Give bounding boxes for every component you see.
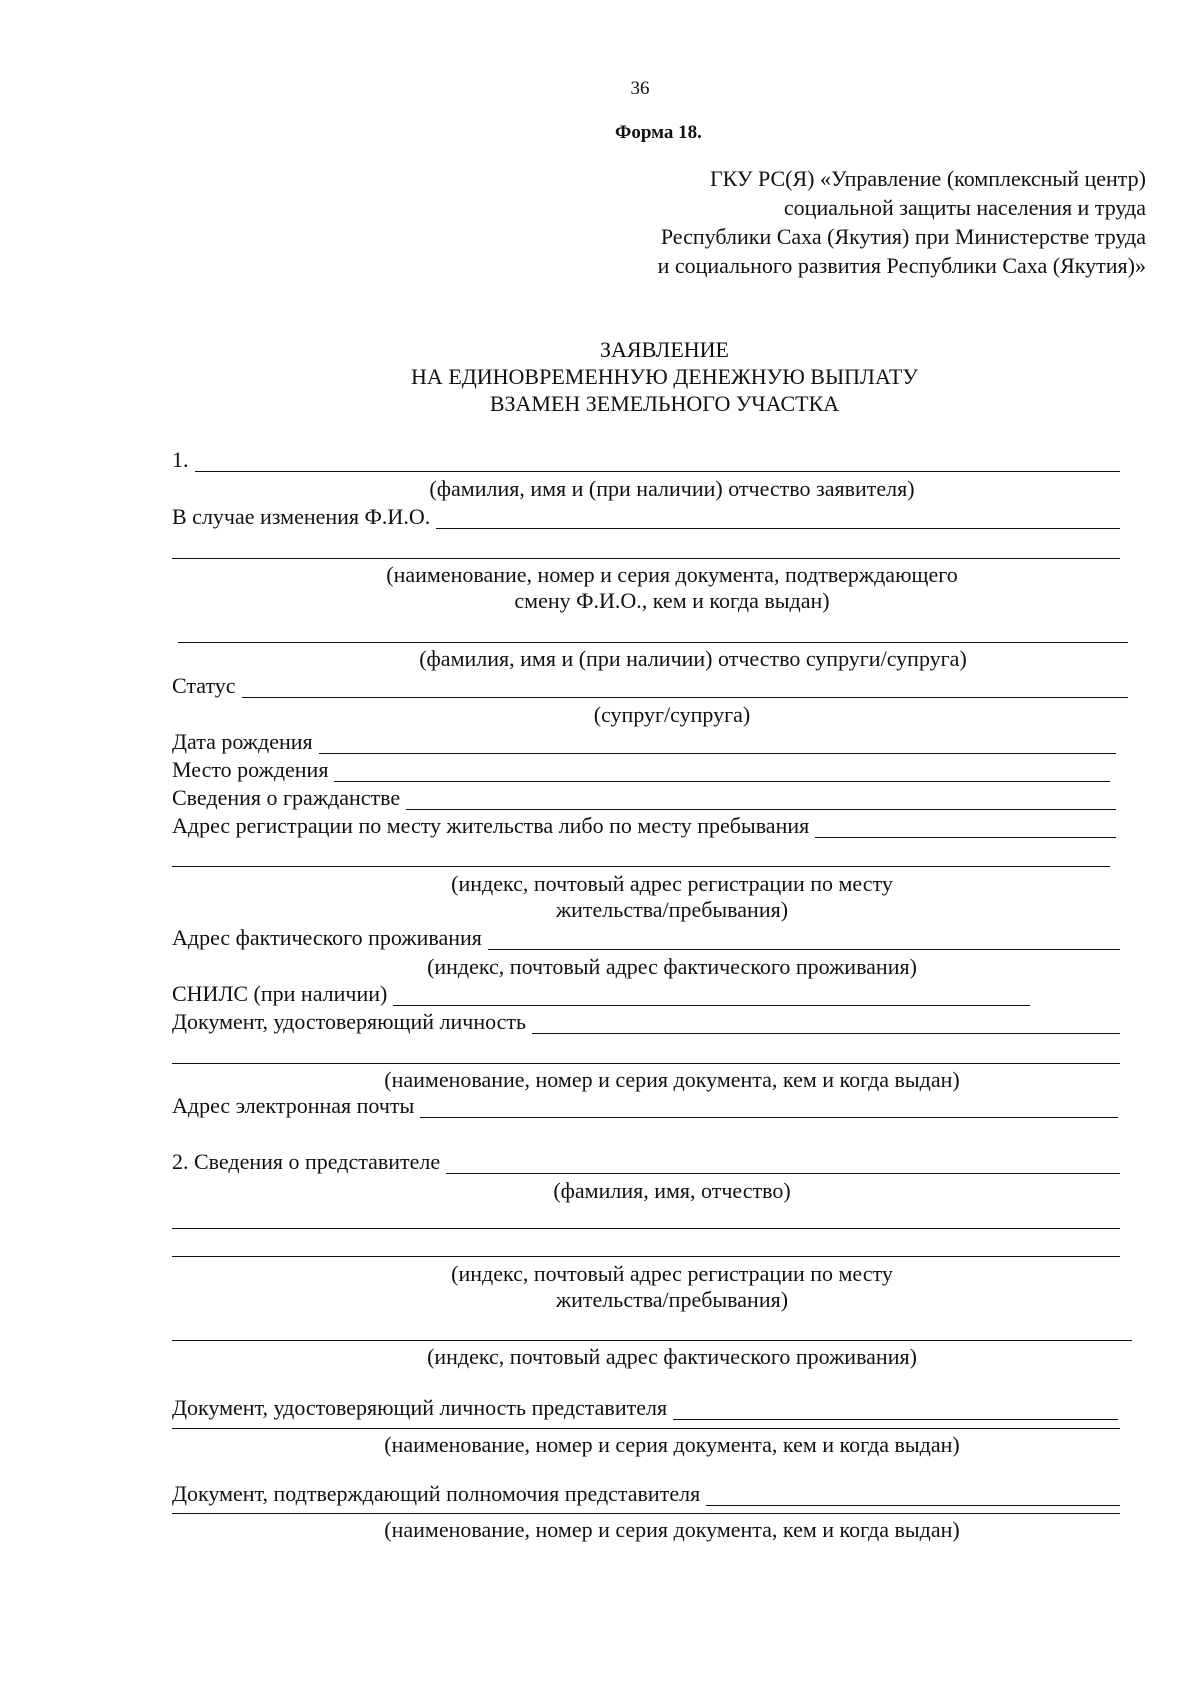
rep-name-field[interactable] [446, 1154, 1120, 1174]
title-line: ВЗАМЕН ЗЕМЕЛЬНОГО УЧАСТКА [489, 391, 840, 416]
citizenship-row [172, 786, 1116, 810]
birth-date-field[interactable] [319, 734, 1116, 754]
citizenship-label: Сведения о гражданстве [172, 785, 401, 810]
document-title [0, 336, 1200, 417]
rep-label: 2. Сведения о представителе [172, 1149, 441, 1174]
citizenship-field[interactable] [406, 790, 1116, 810]
rep-row [172, 1150, 1120, 1174]
title-line: ЗАЯВЛЕНИЕ [600, 337, 729, 362]
birth-date-row [172, 730, 1116, 754]
caption-line: (индекс, почтовый адрес регистрации по месту [451, 871, 893, 896]
addressee-line: ГКУ РС(Я) «Управление (комплексный центр) [709, 166, 1146, 191]
reg-address-field-2[interactable] [172, 866, 1110, 867]
actual-address-caption: (индекс, почтовый адрес фактического проживания) [427, 954, 917, 979]
name-change-row [172, 505, 1120, 529]
birth-date-label: Дата рождения [172, 729, 313, 754]
addressee-line: Республики Саха (Якутия) при Министерстве труда [660, 224, 1146, 249]
caption-line: жительства/пребывания) [555, 1287, 789, 1312]
applicant-name-row [172, 448, 1120, 472]
status-caption: (супруг/супруга) [593, 702, 751, 727]
id-doc-row [172, 1010, 1120, 1034]
status-label: Статус [172, 673, 236, 698]
actual-address-field[interactable] [488, 930, 1120, 950]
rep-id-doc-row [172, 1396, 1118, 1420]
email-field[interactable] [420, 1098, 1118, 1118]
addressee-line: и социального развития Республики Саха (Якутия)» [657, 253, 1146, 278]
rep-authority-field[interactable] [706, 1486, 1120, 1506]
rep-authority-caption: (наименование, номер и серия документа, кем и когда выдан) [384, 1517, 960, 1542]
page-number: 36 [630, 78, 650, 99]
status-row [172, 674, 1128, 698]
spouse-name-field[interactable] [178, 642, 1128, 643]
addressee-block [658, 164, 1146, 280]
addressee-line: социальной защиты населения и труда [783, 195, 1146, 220]
rep-authority-field-2[interactable] [172, 1513, 1120, 1514]
email-row [172, 1094, 1118, 1118]
caption-line: жительства/пребывания) [555, 897, 789, 922]
title-line: НА ЕДИНОВРЕМЕННУЮ ДЕНЕЖНУЮ ВЫПЛАТУ [411, 364, 918, 389]
rep-reg-caption [172, 1261, 1172, 1313]
birth-place-row [172, 758, 1110, 782]
caption-line: (индекс, почтовый адрес регистрации по месту [451, 1261, 893, 1286]
name-change-label: В случае изменения Ф.И.О. [172, 504, 431, 529]
name-change-doc-caption [172, 562, 1172, 614]
reg-address-field[interactable] [815, 818, 1116, 838]
rep-actual-caption: (индекс, почтовый адрес фактического проживания) [427, 1344, 917, 1369]
birth-place-label: Место рождения [172, 757, 329, 782]
id-doc-field-2[interactable] [172, 1063, 1120, 1064]
caption-line: (наименование, номер и серия документа, подтверждающего [386, 562, 958, 587]
spouse-name-caption: (фамилия, имя и (при наличии) отчество супруги/супруга) [419, 646, 967, 671]
birth-place-field[interactable] [334, 762, 1110, 782]
status-field[interactable] [242, 678, 1128, 698]
reg-address-row [172, 814, 1116, 838]
reg-address-label: Адрес регистрации по месту жительства либо по месту пребывания [172, 813, 810, 838]
name-change-field[interactable] [436, 509, 1120, 529]
caption-line: смену Ф.И.О., кем и когда выдан) [514, 588, 830, 613]
id-doc-caption: (наименование, номер и серия документа, кем и когда выдан) [384, 1067, 960, 1092]
email-label: Адрес электронная почты [172, 1093, 415, 1118]
id-doc-label: Документ, удостоверяющий личность [172, 1009, 527, 1034]
name-change-doc-field[interactable] [172, 558, 1120, 559]
rep-name-caption: (фамилия, имя, отчество) [553, 1178, 791, 1203]
rep-authority-row [172, 1482, 1120, 1506]
actual-address-row [172, 926, 1120, 950]
actual-address-label: Адрес фактического проживания [172, 925, 482, 950]
rep-id-doc-field[interactable] [673, 1400, 1118, 1420]
section-number: 1. [172, 447, 189, 472]
rep-id-doc-label: Документ, удостоверяющий личность представителя [172, 1395, 668, 1420]
id-doc-field[interactable] [532, 1014, 1120, 1034]
snils-field[interactable] [393, 986, 1030, 1006]
rep-reg-field-2[interactable] [172, 1256, 1120, 1257]
applicant-name-field[interactable] [195, 452, 1121, 472]
applicant-name-caption: (фамилия, имя и (при наличии) отчество заявителя) [429, 476, 915, 501]
rep-actual-field[interactable] [172, 1340, 1132, 1341]
snils-row [172, 982, 1030, 1006]
rep-reg-field-1[interactable] [172, 1228, 1120, 1229]
form-label: Форма 18. [615, 122, 702, 143]
rep-authority-label: Документ, подтверждающий полномочия представителя [172, 1481, 701, 1506]
rep-id-doc-field-2[interactable] [172, 1428, 1120, 1429]
snils-label: СНИЛС (при наличии) [172, 981, 388, 1006]
rep-id-doc-caption: (наименование, номер и серия документа, кем и когда выдан) [384, 1432, 960, 1457]
reg-address-caption [172, 871, 1172, 923]
